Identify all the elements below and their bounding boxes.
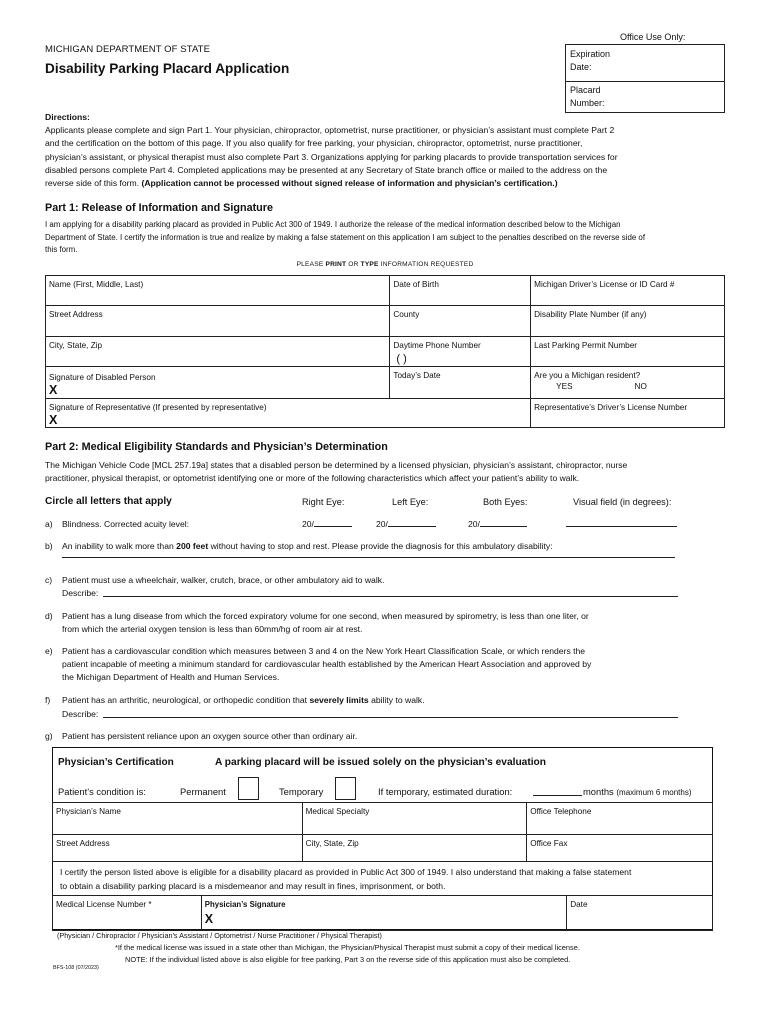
left-eye-acuity[interactable] — [376, 517, 436, 531]
directions-heading: Directions: — [45, 112, 90, 122]
note-prefix: PLEASE — [296, 261, 326, 268]
item-e-label[interactable]: e) — [45, 646, 53, 656]
item-c-describe-line[interactable] — [103, 586, 678, 597]
item-e-text — [62, 645, 591, 684]
certify-line: to obtain a disability parking placard is a misdemeanor and may result in fines, imprisonment, or both. — [60, 880, 446, 891]
item-b-text-2: without having to stop and rest. Please provide the diagnosis for this ambulatory disability: — [208, 541, 553, 551]
acuity-prefix: 20/ — [468, 519, 480, 529]
note-or: OR — [346, 261, 361, 268]
physician-table — [52, 802, 713, 862]
part2-heading: Part 2: Medical Eligibility Standards and Physician’s Determination — [45, 441, 388, 453]
sig-disabled-label: Signature of Disabled Person — [49, 372, 156, 382]
rep-license-label: Representative’s Driver’s License Number — [534, 402, 688, 412]
months-label — [583, 786, 691, 798]
temporary-checkbox[interactable] — [335, 777, 356, 800]
office-fax-label: Office Fax — [530, 839, 568, 848]
item-f-text — [62, 694, 425, 707]
street-field[interactable] — [46, 306, 390, 337]
certify-line: I certify the person listed above is eligible for a disability placard as provided in Public Act 300 of 1949. I also understand that making a false statement — [60, 867, 632, 877]
part2-text — [45, 459, 627, 486]
permit-label: Last Parking Permit Number — [534, 341, 637, 350]
item-f-label[interactable]: f) — [45, 695, 51, 705]
item-e-line: patient incapable of meeting a minimum standard for cardiovascular health established by the American Heart Association and approved by — [62, 659, 592, 669]
item-b-diagnosis-line[interactable] — [62, 557, 675, 558]
free-parking-note: NOTE: If the individual listed above is also eligible for free parking, Part 3 on the reverse side of this application must also be completed. — [125, 955, 571, 964]
months-word: months — [583, 786, 614, 797]
roles-note: (Physician / Chiropractor / Physician’s Assistant / Optometrist / Nurse Practitioner / Physical Therapist) — [57, 931, 382, 940]
part2-line: The Michigan Vehicle Code [MCL 257.19a] states that a disabled person be determined by a licensed physician, physician’s assistant, chiropractor, nurse — [45, 460, 628, 470]
part1-line: Department of State. I certify the information is true and realize by making a false statement on this application I am subject to the penalties described on the reverse side of — [45, 232, 646, 242]
office-phone-label: Office Telephone — [530, 807, 592, 816]
phone-label: Daytime Phone Number — [393, 341, 481, 350]
plate-label: Disability Plate Number (if any) — [534, 310, 647, 319]
duration-blank[interactable] — [533, 786, 582, 796]
county-label: County — [393, 310, 420, 319]
form-id: BFS-108 (07/2023) — [53, 965, 99, 971]
item-d-line: from which the arterial oxygen tension is less than 60mm/hg of room air at rest. — [62, 624, 363, 634]
part1-line: I am applying for a disability parking placard as provided in Public Act 300 of 1949. I authorize the release of the medical information described below to the Michigan — [45, 220, 621, 229]
physician-street-field[interactable] — [53, 835, 303, 862]
both-eyes-blank[interactable] — [480, 517, 527, 527]
physician-city-field[interactable] — [302, 835, 527, 862]
sign-date-field[interactable] — [567, 896, 713, 931]
placard-label-2: Number: — [570, 98, 605, 108]
part1-text — [45, 219, 645, 257]
item-f-text-2: ability to walk. — [368, 695, 425, 705]
city-field[interactable] — [46, 337, 390, 367]
license-footnote: *If the medical license was issued in a state other than Michigan, the Physician/Physical Therapist must submit a copy of their medical license. — [115, 943, 580, 952]
item-b-label[interactable]: b) — [45, 541, 53, 551]
item-e-line: the Michigan Department of Health and Human Services. — [62, 672, 280, 682]
city-label: City, State, Zip — [49, 341, 103, 350]
office-use-label: Office Use Only: — [620, 32, 686, 42]
item-c-label[interactable]: c) — [45, 575, 53, 585]
part1-line: this form. — [45, 245, 78, 254]
permanent-checkbox[interactable] — [238, 777, 259, 800]
item-b-text — [62, 540, 553, 553]
physician-signature-label: Physician’s Signature — [204, 900, 286, 909]
sig-disabled-x: X — [49, 382, 58, 397]
visual-field-label: Visual field (in degrees): — [573, 497, 672, 507]
rep-license-field[interactable] — [531, 398, 725, 427]
duration-label: If temporary, estimated duration: — [378, 786, 513, 797]
office-use-box — [565, 44, 725, 113]
resident-label: Are you a Michigan resident? — [534, 370, 641, 380]
item-g-text: Patient has persistent reliance upon an oxygen source other than ordinary air. — [62, 731, 358, 741]
license-number-label: Medical License Number * — [56, 900, 152, 909]
phone-field[interactable] — [390, 337, 531, 367]
county-field[interactable] — [390, 306, 531, 337]
department-name: MICHIGAN DEPARTMENT OF STATE — [45, 44, 211, 55]
resident-no[interactable]: NO — [634, 381, 647, 391]
today-label: Today’s Date — [393, 370, 441, 380]
directions-line: Applicants please complete and sign Part 1. Your physician, chiropractor, optometrist, nurse practitioner, or physician’s assistant must complete Part 2 — [45, 125, 615, 135]
today-field[interactable] — [390, 366, 531, 398]
certify-text — [60, 866, 631, 893]
physician-signature-x: X — [204, 911, 214, 926]
office-box-divider — [566, 81, 724, 82]
certification-subtitle: A parking placard will be issued solely on the physician’s evaluation — [215, 757, 546, 768]
specialty-field[interactable] — [302, 803, 527, 835]
name-label: Name (First, Middle, Last) — [49, 280, 144, 289]
item-a-text: Blindness. Corrected acuity level: — [62, 519, 190, 529]
left-eye-label: Left Eye: — [392, 497, 429, 507]
sig-rep-field[interactable] — [46, 398, 531, 427]
directions-text — [45, 124, 618, 190]
item-d-line: Patient has a lung disease from which the forced expiratory volume for one second, when measured by spirometry, is less than one liter, or — [62, 611, 589, 621]
item-c-describe: Describe: — [62, 588, 99, 598]
condition-label: Patient’s condition is: — [58, 786, 146, 797]
item-g-label[interactable]: g) — [45, 731, 53, 741]
months-max: (maximum 6 months) — [616, 788, 692, 797]
expiration-label-2: Date: — [570, 62, 592, 72]
signature-table — [52, 895, 713, 931]
sig-rep-x: X — [49, 412, 58, 427]
item-d-label[interactable]: d) — [45, 611, 53, 621]
item-b-text-1: An inability to walk more than — [62, 541, 177, 551]
resident-yes[interactable]: YES — [556, 381, 573, 391]
temporary-label: Temporary — [279, 786, 324, 797]
item-f-text-1: Patient has an arthritic, neurological, or orthopedic condition that — [62, 695, 310, 705]
resident-field — [531, 366, 725, 398]
item-f-describe: Describe: — [62, 709, 99, 719]
directions-bold-note: (Application cannot be processed without signed release of information and physician’s certification.) — [141, 178, 558, 189]
directions-line — [45, 177, 618, 190]
street-label: Street Address — [49, 310, 103, 319]
print-type-note — [0, 261, 770, 270]
item-b-bold: 200 feet — [176, 541, 209, 551]
license-number-field[interactable] — [53, 896, 202, 931]
physician-city-label: City, State, Zip — [305, 839, 359, 848]
item-f-bold: severely limits — [309, 695, 369, 705]
phone-parens: ( ) — [396, 352, 407, 365]
name-field[interactable] — [46, 276, 390, 306]
acuity-prefix: 20/ — [376, 519, 388, 529]
dob-field[interactable] — [390, 276, 531, 306]
right-eye-blank[interactable] — [314, 517, 352, 527]
sign-date-label: Date — [570, 900, 588, 909]
office-fax-field[interactable] — [527, 835, 713, 862]
visual-field-blank[interactable] — [566, 517, 677, 527]
directions-line: physician’s assistant, or physical therapist must also complete Part 3. Organizations applying for parking placards to provide transportation services for — [45, 151, 618, 162]
office-phone-field[interactable] — [527, 803, 713, 835]
license-label: Michigan Driver’s License or ID Card # — [534, 280, 675, 289]
note-print: PRINT — [325, 261, 347, 268]
plate-field[interactable] — [531, 306, 725, 337]
acuity-prefix: 20/ — [302, 519, 314, 529]
expiration-label-1: Expiration — [570, 49, 611, 59]
item-f-describe-line[interactable] — [103, 707, 678, 718]
item-d-text — [62, 610, 589, 636]
item-e-line: Patient has a cardiovascular condition which measures between 3 and 4 on the New York Heart Classification Scale, or which renders the — [62, 646, 586, 656]
permit-field[interactable] — [531, 337, 725, 367]
item-c-text: Patient must use a wheelchair, walker, crutch, brace, or other ambulatory aid to walk. — [62, 575, 385, 585]
placard-label-1: Placard — [570, 85, 601, 95]
circle-instruction: Circle all letters that apply — [45, 496, 172, 507]
license-field[interactable] — [531, 276, 725, 306]
physician-street-label: Street Address — [56, 839, 110, 848]
left-eye-blank[interactable] — [388, 517, 436, 527]
physician-signature-field[interactable] — [201, 896, 566, 931]
part1-heading: Part 1: Release of Information and Signature — [45, 202, 273, 214]
both-eyes-acuity[interactable] — [468, 517, 527, 531]
note-suffix: INFORMATION REQUESTED — [378, 261, 474, 268]
part2-line: practitioner, physical therapist, or optometrist identifying one or more of the following characteristics which affect your patient’s ability to walk. — [45, 473, 580, 484]
directions-last-text: reverse side of this form. — [45, 178, 140, 189]
sig-rep-label: Signature of Representative (If presented by representative) — [49, 402, 267, 412]
both-eyes-label: Both Eyes: — [483, 497, 528, 507]
physician-name-field[interactable] — [53, 803, 303, 835]
directions-line: and the certification on the bottom of this page. If you also qualify for free parking, your physician, chiropractor, optometrist, nurse practitioner, — [45, 138, 583, 149]
permanent-label: Permanent — [180, 786, 226, 797]
sig-disabled-field[interactable] — [46, 366, 390, 398]
item-a-label[interactable]: a) — [45, 519, 53, 529]
certification-title: Physician’s Certification — [58, 757, 174, 768]
dob-label: Date of Birth — [393, 280, 439, 289]
physician-name-label: Physician’s Name — [56, 807, 121, 816]
page-title: Disability Parking Placard Application — [45, 61, 290, 76]
note-type: TYPE — [360, 261, 379, 268]
specialty-label: Medical Specialty — [305, 807, 370, 816]
right-eye-label: Right Eye: — [302, 497, 345, 507]
directions-line: disabled persons complete Part 4. Completed applications may be presented at any Secretary of State branch office or mailed to the address on the — [45, 164, 608, 175]
right-eye-acuity[interactable] — [302, 517, 352, 531]
part1-form-table — [45, 275, 725, 428]
